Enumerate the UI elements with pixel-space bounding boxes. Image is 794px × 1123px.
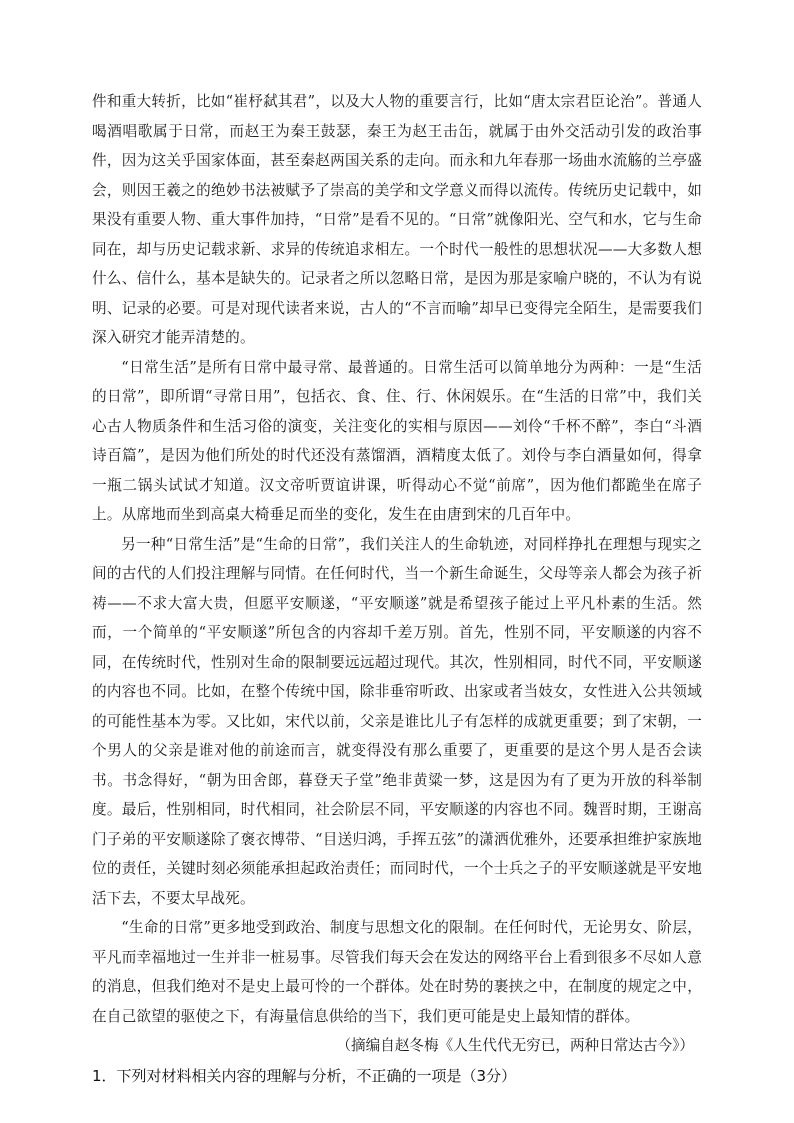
- question-1: 1．下列对材料相关内容的理解与分析，不正确的一项是（3分）: [92, 1066, 517, 1085]
- source-citation: （摘编自赵冬梅《人生代代无穷已，两种日常达古今》）: [336, 1037, 694, 1054]
- paragraph-1: 件和重大转折，比如“崔杼弑其君”，以及大人物的重要言行，比如“唐太宗君臣论治”。普通人喝酒唱歌属于日常，而赵王为秦王鼓瑟，秦王为赵王击缶，就属于由外交活动引发的政治事件，因为这关乎国家体面，甚至秦赵两国关系的走向。而永和九年春那一场曲水流觞的兰亭盛会，则因王羲之的绝妙书法被赋予了崇高的美学和文学意义而得以流传。传统历史记载中，如果没有重要人物、重大事件加持，“日常”是看不见的。“日常”就像阳光、空气和水，它与生命同在，却与历史记载求新、求异的传统追求相左。一个时代一般性的思想状况——大多数人想什么、信什么，基本是缺失的。记录者之所以忽略日常，是因为那是家喻户晓的，不认为有说明、记录的必要。可是对现代读者来说，古人的“不言而喻”却早已变得完全陌生，是需要我们深入研究才能弄清楚的。: [92, 93, 702, 346]
- paragraph-2: “日常生活”是所有日常中最寻常、最普通的。日常生活可以简单地分为两种：一是“生活的日常”，即所谓“寻常日用”，包括衣、食、住、行、休闲娱乐。在“生活的日常”中，我们关心古人物质条件和生活习俗的演变，关注变化的实相与原因——刘伶“千杯不醉”，李白“斗酒诗百篇”，是因为他们所处的时代还没有蒸馏酒，酒精度太低了。刘伶与李白酒量如何，得拿一瓶二锅头试试才知道。汉文帝听贾谊讲课，听得动心不觉“前席”，因为他们都跪坐在席子上。从席地而坐到高桌大椅垂足而坐的变化，发生在由唐到宋的几百年中。: [92, 358, 702, 523]
- paragraph-3: 另一种“日常生活”是“生命的日常”，我们关注人的生命轨迹，对同样挣扎在理想与现实之间的古代的人们投注理解与同情。在任何时代，当一个新生命诞生，父母等亲人都会为孩子祈祷——不求大富大贵，但愿平安顺遂，“平安顺遂”就是希望孩子能过上平凡朴素的生活。然而，一个简单的“平安顺遂”所包含的内容却千差万别。首先，性别不同，平安顺遂的内容不同，在传统时代，性别对生命的限制要远远超过现代。其次，性别相同，时代不同，平安顺遂的内容也不同。比如，在整个传统中国，除非垂帘听政、出家或者当妓女，女性进入公共领域的可能性基本为零。又比如，宋代以前，父亲是谁比儿子有怎样的成就更重要；到了宋朝，一个男人的父亲是谁对他的前途而言，就变得没有那么重要了，更重要的是这个男人是否会读书。书念得好，“朝为田舍郎，暮登天子堂”绝非黄粱一梦，这是因为有了更为开放的科举制度。最后，性别相同，时代相同，社会阶层不同，平安顺遂的内容也不同。魏晋时期，王谢高门子弟的平安顺遂除了褒衣博带、“目送归鸿，手挥五弦”的潇洒优雅外，还要承担维护家族地位的责任，关键时刻必须能承担起政治责任；而同时代，一个士兵之子的平安顺遂就是平安地活下去，不要太早战死。: [92, 535, 702, 907]
- paragraph-4: “生命的日常”更多地受到政治、制度与思想文化的限制。在任何时代，无论男女、阶层，平凡而幸福地过一生并非一桩易事。尽管我们每天会在发达的网络平台上看到很多不尽如人意的消息，但我们绝对不是史上最可怜的一个群体。处在时势的裹挟之中，在制度的规定之中，在自己欲望的驱使之下，有海量信息供给的当下，我们更可能是史上最知情的群体。: [92, 919, 702, 1025]
- document-page: [92, 87, 702, 1089]
